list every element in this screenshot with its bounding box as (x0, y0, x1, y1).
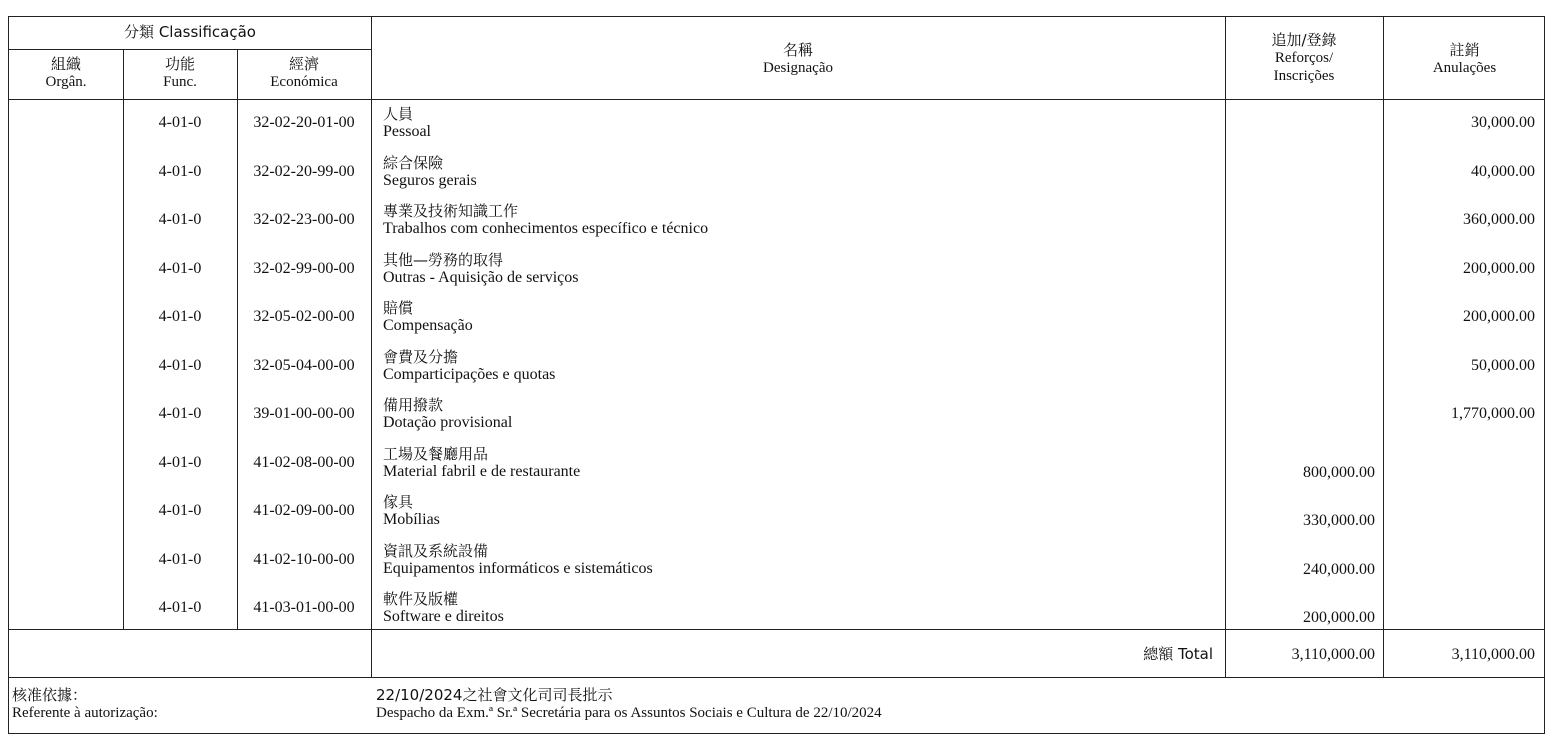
func-code: 4-01-0 (158, 405, 202, 422)
designation-pt: Comparticipações e quotas (383, 365, 556, 383)
designation-zh: 綜合保險 (383, 153, 444, 172)
reforco-value: 200,000.00 (1303, 609, 1375, 626)
total-bottom-rule (9, 677, 1544, 678)
func-code: 4-01-0 (158, 356, 202, 374)
designation-zh: 工場及餐廳用品 (383, 444, 489, 463)
designation-zh: 賠償 (383, 299, 414, 317)
total-label: 總額 Total (1143, 645, 1213, 663)
econ-code: 32-05-02-00-00 (253, 308, 355, 325)
table-row (9, 196, 1544, 245)
table-row (9, 536, 1544, 585)
func-code: 4-01-0 (158, 550, 202, 568)
func-code: 4-01-0 (158, 308, 202, 325)
econ-code: 41-03-01-00-00 (253, 599, 355, 616)
designation-pt: Compensação (383, 317, 473, 334)
table-row (9, 293, 1544, 342)
func-code: 4-01-0 (158, 599, 202, 616)
header-func: 功能 Func. (163, 55, 197, 90)
designation-zh: 軟件及版權 (383, 590, 459, 608)
anulacao-value: 360,000.00 (1463, 211, 1535, 228)
header-anulacoes: 註銷 Anulações (1432, 41, 1497, 76)
table-row (9, 439, 1544, 488)
authorization-label: 核准依據： Referente à autorização: (12, 686, 158, 721)
designation-zh: 其他—勞務的取得 (383, 250, 504, 269)
func-code: 4-01-0 (158, 259, 202, 277)
designation-pt: Software e direitos (383, 608, 504, 625)
anulacao-value: 40,000.00 (1471, 162, 1535, 180)
econ-code: 39-01-00-00-00 (253, 405, 355, 422)
total-anulacoes: 3,110,000.00 (1451, 646, 1535, 663)
designation-pt: Outras - Aquisição de serviços (383, 268, 579, 286)
designation-zh: 備用撥款 (383, 396, 444, 414)
anulacao-value: 200,000.00 (1463, 308, 1535, 325)
table-row (9, 99, 1544, 148)
econ-code: 41-02-08-00-00 (253, 453, 355, 471)
anulacao-value: 1,770,000.00 (1451, 405, 1535, 422)
econ-code: 41-02-09-00-00 (253, 502, 355, 519)
authorization-text: 22/10/2024之社會文化司司長批示 Despacho da Exm.ª Sr.ª Secretária para os Assuntos Sociais e Cultura de 22/10/2024 (376, 686, 882, 721)
reforco-value: 240,000.00 (1303, 560, 1375, 578)
header-econ: 經濟 Económica (270, 55, 338, 90)
table-row (9, 584, 1544, 633)
designation-pt: Mobílias (383, 511, 440, 528)
func-code: 4-01-0 (158, 114, 202, 131)
designation-pt: Equipamentos informáticos e sistemáticos (383, 559, 653, 577)
econ-code: 32-02-23-00-00 (253, 211, 355, 228)
table-row (9, 245, 1544, 294)
reforco-value: 800,000.00 (1303, 463, 1375, 481)
econ-code: 32-02-99-00-00 (253, 259, 355, 277)
table-row (9, 390, 1544, 439)
func-code: 4-01-0 (158, 162, 202, 180)
func-code: 4-01-0 (158, 211, 202, 228)
designation-zh: 會費及分擔 (383, 347, 459, 366)
designation-pt: Pessoal (383, 123, 431, 140)
designation-zh: 專業及技術知識工作 (383, 202, 519, 220)
table-row (9, 148, 1544, 197)
designation-pt: Seguros gerais (383, 171, 477, 189)
econ-code: 32-02-20-01-00 (253, 114, 355, 131)
header-classificacao: 分類 Classificação (124, 23, 256, 41)
header-designacao: 名稱 Designação (763, 41, 833, 76)
designation-zh: 傢具 (383, 493, 414, 511)
anulacao-value: 200,000.00 (1463, 259, 1535, 277)
header-reforcos: 追加/登錄 Reforços/ Inscrições (1271, 31, 1337, 84)
designation-zh: 資訊及系統設備 (383, 541, 489, 560)
func-code: 4-01-0 (158, 453, 202, 471)
total-reforcos: 3,110,000.00 (1291, 646, 1375, 663)
designation-pt: Dotação provisional (383, 414, 513, 431)
header-organ: 組織 Orgân. (45, 55, 87, 90)
econ-code: 41-02-10-00-00 (253, 550, 355, 568)
table-row (9, 487, 1544, 536)
anulacao-value: 50,000.00 (1471, 356, 1535, 374)
header-subdivider (9, 49, 371, 50)
designation-zh: 人員 (383, 105, 414, 123)
table-body (9, 99, 1544, 629)
func-code: 4-01-0 (158, 502, 202, 519)
table-row (9, 342, 1544, 391)
designation-pt: Material fabril e de restaurante (383, 462, 581, 480)
econ-code: 32-02-20-99-00 (253, 162, 355, 180)
econ-code: 32-05-04-00-00 (253, 356, 355, 374)
anulacao-value: 30,000.00 (1471, 114, 1535, 131)
designation-pt: Trabalhos com conhecimentos específico e técnico (383, 220, 709, 237)
reforco-value: 330,000.00 (1303, 512, 1375, 529)
budget-table (8, 16, 1545, 734)
